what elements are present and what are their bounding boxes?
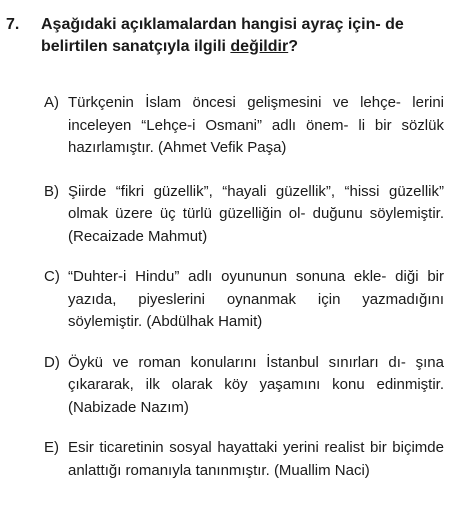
option-description: Öykü ve roman konularını İstanbul sınırları dı- şına çıkararak, ilk olarak köy yaşamını konu edinmiştir. bbox=[68, 353, 444, 393]
question-stem-prefix: Aşağıdaki açıklamalardan hangisi ayraç için- de belirtilen sanatçıyla ilgili bbox=[41, 16, 404, 55]
option-text bbox=[68, 92, 444, 160]
option-description: “Duhter-i Hindu” adlı oyununun sonuna ekle- diği bir yazıda, piyeslerini oynanmak için yazmadığını söylemiştir. bbox=[68, 268, 444, 330]
option-text bbox=[68, 437, 444, 482]
option-author: (Nabizade Nazım) bbox=[68, 398, 189, 416]
option-text bbox=[68, 352, 444, 420]
option-author: (Abdülhak Hamit) bbox=[146, 313, 263, 330]
question-stem bbox=[41, 14, 441, 58]
question-stem-suffix: ? bbox=[288, 38, 298, 55]
option-author: (Recaizade Mahmut) bbox=[68, 227, 208, 245]
option-a[interactable] bbox=[44, 92, 444, 160]
option-text bbox=[68, 266, 444, 334]
option-letter: B) bbox=[44, 182, 59, 200]
option-description: Şiirde “fikri güzellik”, “hayali güzellik”, “hissi güzellik” olmak üzere üç türlü güzelliğin ol- duğunu söylemiştir. bbox=[68, 182, 444, 222]
option-c[interactable] bbox=[44, 266, 444, 334]
option-text bbox=[68, 181, 444, 249]
option-letter: E) bbox=[44, 439, 59, 456]
option-letter: C) bbox=[44, 268, 60, 285]
option-description: Türkçenin İslam öncesi gelişmesini ve lehçe- lerini inceleyen “Lehçe-i Osmani” adlı önem- li bir sözlük hazırlamıştır. bbox=[68, 94, 444, 156]
option-letter: A) bbox=[44, 94, 59, 111]
option-letter: D) bbox=[44, 353, 60, 371]
question-number: 7. bbox=[6, 16, 20, 33]
option-author: (Muallim Naci) bbox=[273, 461, 370, 479]
option-d[interactable] bbox=[44, 352, 444, 420]
option-e[interactable] bbox=[44, 437, 444, 482]
question-stem-negative-word: değildir bbox=[230, 38, 289, 55]
answer-options-list bbox=[44, 92, 444, 500]
option-author: (Ahmet Vefik Paşa) bbox=[158, 139, 287, 156]
option-description: Esir ticaretinin sosyal hayattaki yerini realist bir biçimde anlattığı romanıyla tanınmıştır. bbox=[68, 439, 444, 479]
option-b[interactable] bbox=[44, 181, 444, 249]
